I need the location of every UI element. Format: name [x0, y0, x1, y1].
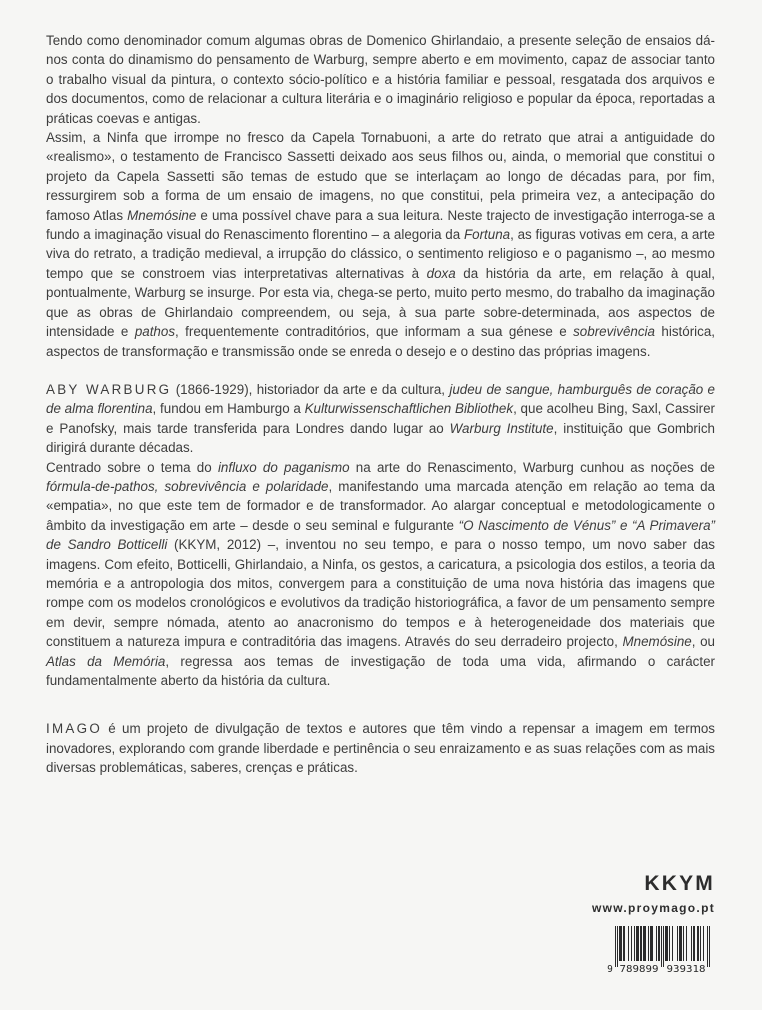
isbn-barcode [606, 926, 712, 976]
barcode-bar [640, 926, 641, 961]
barcode-bar [650, 926, 651, 961]
paragraph-aby-warburg-bio [46, 380, 715, 458]
text-segment: “O Nascimento de Vénus” e “A Primavera” de Sandro Botticelli [46, 517, 715, 553]
text-segment: , ou [691, 634, 715, 650]
text-segment: ABY WARBURG [46, 381, 172, 397]
text-segment: Assim, a Ninfa que irrompe no fresco da Capela Tornabuoni, a arte do retrato que atrai a antiguidade do «realismo», o testamento de Francisco Sassetti deixado aos seus filhos ou, ainda, o memorial que constitui o projeto da Capela Sassetti são temas de estudo que se interlaçam ao longo de décadas para, por fim, ressurgirem sob a forma de um ensaio de imagens, no que constitui, pela primeira vez, a antecipação do famoso Atlas [46, 130, 715, 223]
isbn-right-digits: 939318 [666, 964, 706, 975]
barcode-bar [636, 926, 637, 961]
barcode-bar [666, 926, 667, 961]
text-segment: é um projeto de divulgação de textos e autores que têm vindo a repensar a imagem em termos inovadores, explorando com grande liberdade e pertinência o seu enraizamento e as suas relações com as mais diversas problemáticas, saberes, crenças e práticas. [46, 721, 715, 776]
barcode-bar [619, 926, 620, 961]
text-segment: histórica, aspectos de transformação e transmissão onde se enreda o desejo e o destino das próprias imagens. [46, 324, 715, 359]
body-text [46, 31, 715, 778]
text-segment: Kulturwissenschaftlichen Bibliothek [304, 401, 514, 417]
text-segment: (KKYM, 2012) –, inventou no seu tempo, e para o nosso tempo, um novo saber das imagens. Com efeito, Botticelli, Ghirlandaio, a Ninfa, os gestos, a caricatura, a psicologia dos estilos, a teoria da memória e a antropologia dos mitos, convergem para a constituição de uma nova história das imagens que rompe com os modelos cronológicos e evolutivos da tradição historiográfica, a favor de um pensamento sempre em devir, sempre nómada, atento ao anacronismo do tempos e à heterogeneidade dos materiais que constituem a natureza impura e contraditória das imagens. Através do seu derradeiro projecto, [46, 537, 715, 650]
barcode-bar [661, 926, 662, 967]
barcode-bar [667, 926, 668, 961]
isbn-left-digits: 789899 [619, 964, 659, 975]
barcode-bar [665, 926, 666, 961]
paragraph-influxo-paganismo [46, 458, 715, 691]
barcode-bar [652, 926, 653, 961]
barcode-bar [628, 926, 629, 961]
barcode-bar [663, 926, 664, 967]
barcode-bar [680, 926, 681, 961]
text-segment: e uma possível chave para a sua leitura. Neste trajecto de investigação interroga-se a fundo a imaginação visual do Renascimento florentino – a alegoria da [46, 207, 715, 243]
barcode-bar [623, 926, 624, 961]
barcode-bar [707, 926, 708, 967]
barcode-bar [638, 926, 639, 961]
text-segment: doxa [426, 265, 456, 281]
barcode-bar [641, 926, 642, 961]
barcode-bar [681, 926, 682, 961]
barcode-bar [615, 926, 616, 967]
text-segment: sobrevivência [573, 324, 655, 340]
text-segment: Mnemósine [622, 634, 692, 650]
barcode-bar [679, 926, 680, 961]
barcode-bar [669, 926, 670, 961]
text-segment: pathos [134, 324, 176, 340]
barcode-bar [683, 926, 684, 961]
text-segment: , frequentemente contraditórios, que informam a sua génese e [175, 324, 574, 340]
text-segment: Tendo como denominador comum algumas obras de Domenico Ghirlandaio, a presente seleção de ensaios dá-nos conta do dinamismo do pensamento de Warburg, sempre aberto e em movimento, capaz de associar tanto o trabalho visual da pintura, o contexto sócio-político e a história familiar e pessoal, resgatada dos arquivos e dos documentos, como de relacionar a cultura literária e o imaginário religioso e popular da época, reportadas a práticas coevas e antigas. [46, 33, 715, 126]
barcode-bar [709, 926, 710, 967]
barcode-bar [656, 926, 657, 961]
text-segment: Fortuna [463, 227, 511, 243]
barcode-bar [686, 926, 687, 961]
text-segment: , regressa aos temas de investigação de toda uma vida, afirmando o carácter fundamentalmente aberto da história da cultura. [46, 653, 715, 688]
text-segment: (1866-1929), historiador da arte e da cultura, [171, 381, 450, 397]
text-segment: influxo do paganismo [217, 459, 350, 475]
barcode-bar [643, 926, 644, 961]
paragraph-intro [46, 31, 715, 128]
barcode-bar [672, 926, 673, 961]
barcode-bar [659, 926, 660, 961]
publisher-logo: KKYM [644, 872, 715, 895]
barcode-bar [658, 926, 659, 961]
text-segment: Mnemósine [127, 207, 197, 223]
barcode-bar [700, 926, 701, 961]
text-segment: Centrado sobre o tema do [46, 459, 218, 475]
text-segment: da história da arte, em relação à qual, pontualmente, Warburg se insurge. Por esta via, chega-se perto, muito perto mesmo, do trabalho da imaginação que as obras de Ghirlandaio compreendem, ou seja, à sua parte sobre-determinada, aos aspectos de intensidade e [46, 265, 715, 340]
text-segment: , que acolheu Bing, Saxl, Cassirer e Panofsky, mais tarde transferida para Londres dando lugar ao [46, 401, 716, 436]
barcode-bar [703, 926, 704, 961]
barcode-bar [648, 926, 649, 961]
publisher-website: www.proymago.pt [591, 901, 715, 915]
paragraph-imago-colecao [46, 719, 715, 777]
text-segment: , as figuras votivas em cera, a arte viva do retrato, a tradição medieval, a irrupção do clássico, o sentimento religioso e o paganismo –, ao mesmo tempo que se constroem vias interpretativas alternativas à [46, 227, 715, 281]
barcode-bar [637, 926, 638, 961]
barcode-bar [631, 926, 632, 961]
text-segment: fórmula-de-pathos, sobrevivência e polaridade [46, 478, 329, 494]
barcode-bar [621, 926, 622, 961]
barcode-bar [617, 926, 618, 967]
paragraph-ninfa-ensaios [46, 128, 715, 361]
barcode-bar [651, 926, 652, 961]
barcode-bar [694, 926, 695, 961]
barcode-bar [644, 926, 645, 961]
text-segment: Atlas da Memória [46, 653, 166, 669]
text-segment: judeu de sangue, hamburguês de coração e de alma florentina [46, 381, 716, 417]
barcode-bar [698, 926, 699, 961]
text-segment: na arte do Renascimento, Warburg cunhou as noções de [349, 459, 715, 475]
barcode-bar [620, 926, 621, 961]
barcode-bar [645, 926, 646, 961]
text-segment: IMAGO [46, 721, 103, 737]
barcode-bar [677, 926, 678, 961]
barcode-bar [691, 926, 692, 961]
isbn-lead-digit: 9 [607, 964, 613, 975]
barcode-bar [624, 926, 625, 961]
text-segment: , manifestando uma marcada atenção em relação ao tema da «empatia», no que este tem de formador e de transformador. Ao alargar conceptual e metodologicamente o âmbito da investigação em arte – desde o seu seminal e fulgurante [46, 478, 715, 533]
text-segment: , instituição que Gombrich dirigirá durante décadas. [46, 420, 715, 456]
text-segment: Warburg Institute [449, 420, 554, 436]
barcode-bar [693, 926, 694, 961]
barcode-bar [634, 926, 635, 961]
text-segment: , fundou em Hamburgo a [152, 401, 305, 417]
barcode-bar [697, 926, 698, 961]
